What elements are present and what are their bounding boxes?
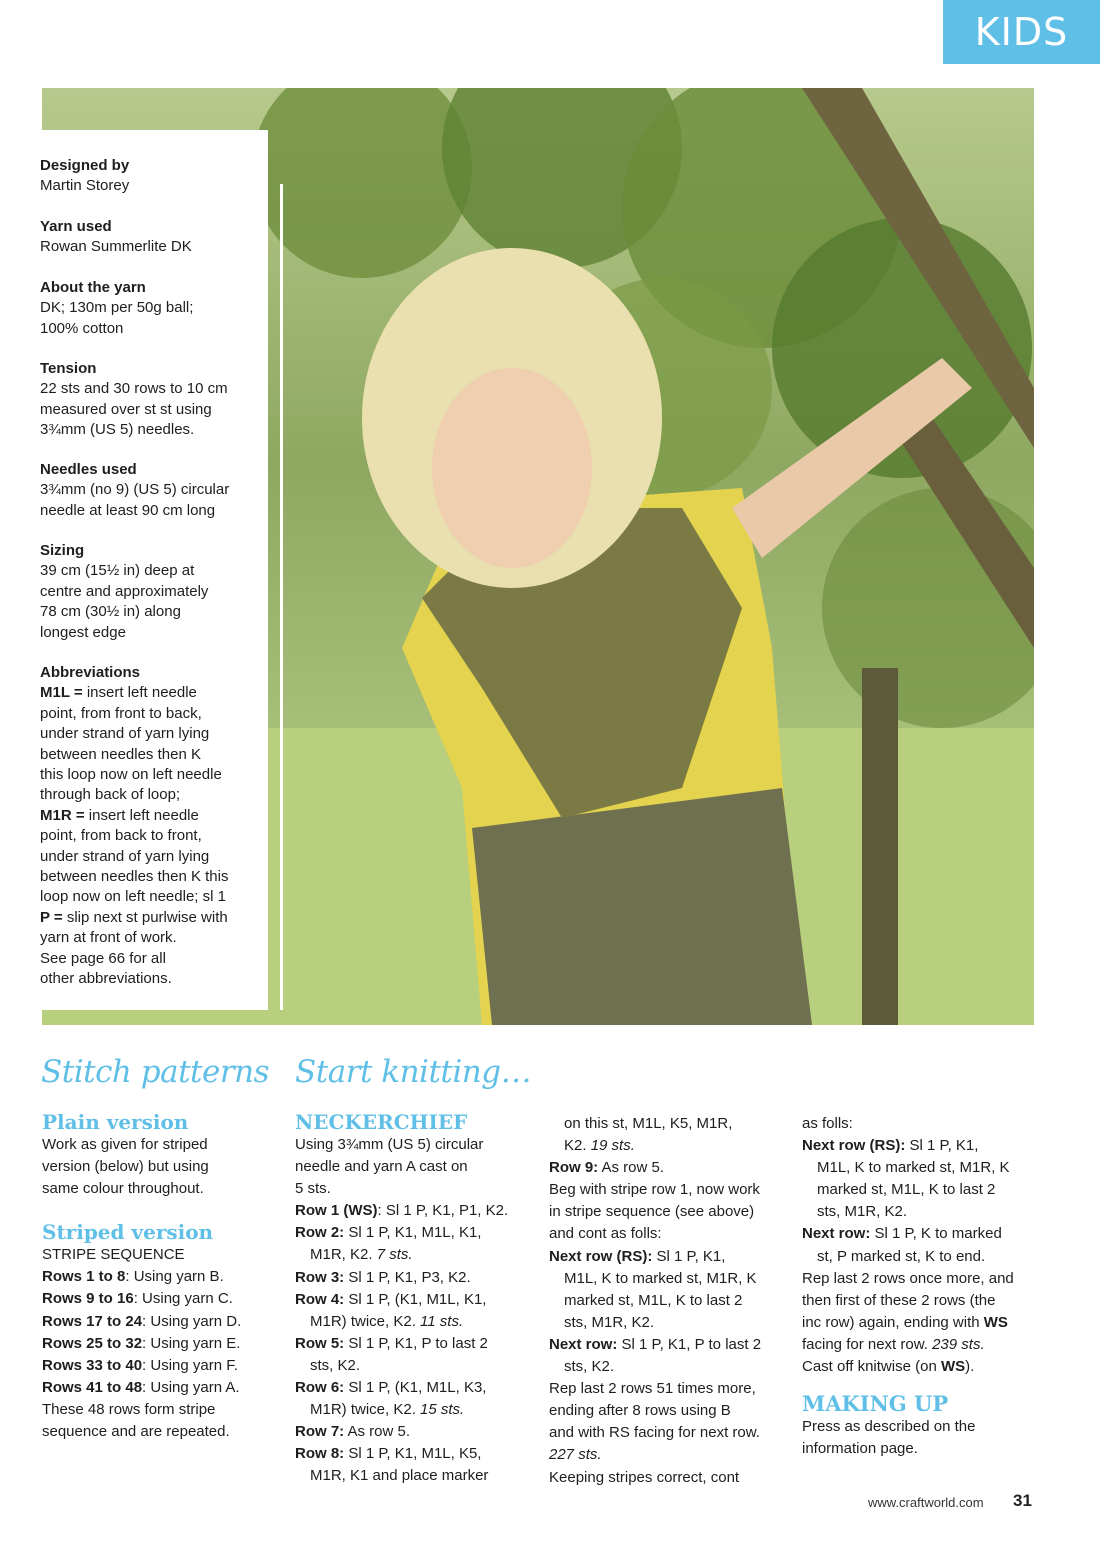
row-range: Rows 9 to 16 [42, 1290, 134, 1308]
info-text: 3¾mm (US 5) needles. [40, 421, 195, 439]
info-heading: Sizing [40, 542, 85, 559]
pattern-row [295, 1289, 545, 1311]
pattern-row-cont: on this st, M1L, K5, M1R, [564, 1115, 733, 1132]
body-text: Work as given for striped [42, 1136, 208, 1153]
info-text: 78 cm (30½ in) along [40, 603, 181, 621]
row-text: K2. [564, 1137, 591, 1155]
pattern-row [295, 1200, 545, 1222]
pattern-row [295, 1333, 545, 1355]
row-text: Sl 1 P, K1, [652, 1247, 726, 1265]
abbr-text: between needles then K [40, 745, 201, 763]
footer-url: www.craftworld.com [868, 1495, 984, 1510]
info-heading: About the yarn [40, 279, 146, 296]
pattern-row [295, 1443, 545, 1465]
stripe-row [42, 1311, 282, 1333]
body-text-part: ). [965, 1358, 975, 1376]
row-range: Rows 25 to 32 [42, 1334, 143, 1352]
stitch-patterns-title: Stitch patterns [41, 1054, 270, 1090]
ws-term: WS [940, 1358, 966, 1376]
ws-term: WS [983, 1313, 1008, 1331]
info-text: 22 sts and 30 rows to 10 cm [40, 380, 228, 398]
info-text: needle at least 90 cm long [40, 501, 216, 519]
knitting-column-2 [549, 1113, 799, 1489]
abbr-text: this loop now on left needle [40, 766, 222, 784]
section-tab: KIDS [943, 0, 1100, 64]
info-text: DK; 130m per 50g ball; [40, 299, 194, 317]
abbr-text: insert left needle [84, 806, 199, 824]
row-text: Sl 1 P, K1, M1L, K1, [344, 1224, 482, 1242]
body-text: Beg with stripe row 1, now work [549, 1181, 760, 1199]
pattern-row [549, 1246, 799, 1268]
row-text: Sl 1 P, (K1, M1L, K3, [344, 1379, 487, 1397]
body-text: Rep last 2 rows once more, and [802, 1269, 1014, 1287]
abbr-text: loop now on left needle; sl 1 [40, 888, 226, 906]
row-label: Next row: [549, 1335, 618, 1353]
row-text: Sl 1 P, (K1, M1L, K1, [344, 1290, 487, 1308]
stitch-count: 7 sts. [376, 1246, 413, 1264]
info-heading: Yarn used [40, 218, 112, 235]
row-text: Sl 1 P, K1, P3, K2. [344, 1268, 471, 1286]
abbr-text: point, from front to back, [40, 704, 202, 722]
stripe-sequence-label: STRIPE SEQUENCE [42, 1246, 185, 1264]
start-knitting-title: Start knitting… [295, 1054, 532, 1090]
abbr-text: between needles then K this [40, 868, 229, 886]
row-text: : Using yarn F. [142, 1356, 238, 1374]
row-text: : Using yarn B. [125, 1268, 224, 1286]
row-label: Row 3: [295, 1268, 345, 1286]
pattern-row [549, 1157, 799, 1179]
body-text: as folls: [802, 1115, 853, 1132]
row-text: Sl 1 P, K1, P to last 2 [617, 1335, 762, 1353]
abbr-text: yarn at front of work. [40, 929, 177, 947]
abbr-text: under strand of yarn lying [40, 725, 210, 743]
abbr-m1l [40, 683, 264, 703]
row-text: : Using yarn C. [133, 1290, 233, 1308]
body-text: information page. [802, 1440, 918, 1458]
abbr-slp [40, 908, 264, 928]
row-text: Sl 1 P, K to marked [870, 1225, 1002, 1243]
body-text: in stripe sequence (see above) [549, 1203, 755, 1221]
pattern-row-cont: sts, K2. [310, 1356, 361, 1374]
row-label: Row 2: [295, 1224, 345, 1242]
info-yarn [40, 217, 264, 258]
info-text: longest edge [40, 623, 126, 641]
row-text: : Sl 1 P, K1, P1, K2. [377, 1202, 509, 1220]
info-text: 3¾mm (no 9) (US 5) circular [40, 481, 230, 499]
pattern-row-cont: M1L, K to marked st, M1R, K [564, 1269, 757, 1287]
pattern-row-cont: marked st, M1L, K to last 2 [817, 1181, 996, 1199]
body-text: version (below) but using [42, 1158, 209, 1176]
body-text [802, 1356, 1062, 1378]
body-text: Press as described on the [802, 1418, 976, 1436]
plain-version-heading: Plain version [42, 1110, 189, 1134]
stitch-count: 227 sts. [549, 1446, 602, 1464]
stripe-row [42, 1288, 282, 1310]
body-text: ending after 8 rows using B [549, 1402, 731, 1420]
stripe-row [42, 1355, 282, 1377]
abbr-term: P = [40, 908, 63, 926]
info-text: centre and approximately [40, 582, 209, 600]
row-range: Rows 41 to 48 [42, 1378, 143, 1396]
info-text: 100% cotton [40, 319, 124, 337]
row-text: : Using yarn A. [142, 1378, 240, 1396]
pattern-row-cont: sts, K2. [564, 1358, 615, 1376]
row-text: Sl 1 P, K1, [905, 1137, 979, 1155]
row-label: Row 1 (WS) [295, 1202, 378, 1220]
row-label: Next row (RS): [549, 1247, 653, 1265]
row-text: M1R) twice, K2. [310, 1312, 421, 1330]
body-text: Rep last 2 rows 51 times more, [549, 1380, 756, 1398]
stitch-count: 15 sts. [420, 1401, 465, 1419]
pattern-row-cont: M1R, K1 and place marker [310, 1467, 489, 1485]
info-heading: Needles used [40, 461, 137, 478]
body-text [802, 1334, 1062, 1356]
info-designer [40, 156, 264, 197]
stitch-count: 239 sts. [932, 1335, 985, 1353]
pattern-row-cont: st, P marked st, K to end. [817, 1247, 986, 1265]
neckerchief-heading: NECKERCHIEF [295, 1110, 468, 1134]
row-text: As row 5. [344, 1423, 411, 1441]
row-text: Sl 1 P, K1, P to last 2 [344, 1334, 488, 1352]
row-range: Rows 1 to 8 [42, 1268, 126, 1286]
body-text: and cont as folls: [549, 1225, 662, 1243]
info-abbreviations [40, 663, 264, 990]
stitch-count: 19 sts. [590, 1137, 635, 1155]
body-text: Keeping stripes correct, cont [549, 1468, 740, 1486]
row-range: Rows 17 to 24 [42, 1312, 143, 1330]
pattern-row-cont: M1L, K to marked st, M1R, K [817, 1159, 1010, 1177]
info-sizing [40, 541, 264, 643]
body-text: 5 sts. [295, 1180, 331, 1198]
abbr-text: under strand of yarn lying [40, 847, 210, 865]
stripe-row [42, 1266, 282, 1288]
pattern-row-cont [295, 1311, 545, 1333]
row-label: Row 4: [295, 1290, 345, 1308]
body-text-part: inc row) again, ending with [802, 1313, 984, 1331]
body-text: and with RS facing for next row. [549, 1424, 760, 1442]
info-heading: Abbreviations [40, 664, 141, 681]
knitting-column-1 [295, 1110, 545, 1488]
info-text: measured over st st using [40, 400, 212, 418]
abbr-term: M1R = [40, 806, 85, 824]
pattern-row-cont [549, 1135, 799, 1157]
stripe-row [42, 1333, 282, 1355]
stripe-row [42, 1377, 282, 1399]
row-label: Row 8: [295, 1445, 345, 1463]
pattern-row-cont: marked st, M1L, K to last 2 [564, 1291, 743, 1309]
abbr-text: slip next st purlwise with [62, 908, 228, 926]
info-tension [40, 359, 264, 441]
body-text: sequence and are repeated. [42, 1423, 230, 1441]
info-text: Martin Storey [40, 177, 130, 195]
making-up-heading: MAKING UP [802, 1391, 949, 1417]
pattern-row-cont: sts, M1R, K2. [564, 1313, 655, 1331]
row-text: As row 5. [598, 1159, 665, 1177]
row-label: Next row (RS): [802, 1137, 906, 1155]
body-text: then first of these 2 rows (the [802, 1291, 996, 1309]
body-text: same colour throughout. [42, 1180, 204, 1198]
row-label: Row 6: [295, 1379, 345, 1397]
abbr-term: M1L = [40, 684, 83, 702]
info-text: Rowan Summerlite DK [40, 238, 192, 256]
abbr-text: point, from back to front, [40, 827, 202, 845]
info-needles [40, 460, 264, 521]
pattern-row [549, 1334, 799, 1356]
row-text: M1R, K2. [310, 1246, 377, 1264]
abbr-text: insert left needle [82, 684, 197, 702]
row-text: Sl 1 P, K1, M1L, K5, [344, 1445, 482, 1463]
row-label: Next row: [802, 1225, 871, 1243]
pattern-row-cont [295, 1244, 545, 1266]
stitch-patterns-column [42, 1110, 282, 1443]
pattern-row [295, 1377, 545, 1399]
abbr-m1r [40, 806, 264, 826]
pattern-row [295, 1267, 545, 1289]
stitch-count: 11 sts. [420, 1312, 464, 1330]
abbr-text: See page 66 for all [40, 949, 166, 967]
body-text: needle and yarn A cast on [295, 1158, 468, 1176]
info-heading: Designed by [40, 157, 130, 174]
pattern-row-cont [295, 1399, 545, 1421]
row-label: Row 5: [295, 1334, 345, 1352]
row-label: Row 7: [295, 1423, 345, 1441]
abbr-text: through back of loop; [40, 786, 181, 804]
body-text: Using 3¾mm (US 5) circular [295, 1136, 484, 1153]
info-text: 39 cm (15½ in) deep at [40, 562, 195, 580]
body-text-part: facing for next row. [802, 1335, 933, 1353]
panel-divider [280, 184, 283, 1010]
page-number: 31 [1013, 1491, 1032, 1510]
row-label: Row 9: [549, 1159, 599, 1177]
info-heading: Tension [40, 360, 97, 377]
row-text: M1R) twice, K2. [310, 1401, 421, 1419]
striped-version-heading: Striped version [42, 1220, 214, 1245]
row-text: : Using yarn D. [142, 1312, 242, 1330]
knitting-column-3 [802, 1113, 1062, 1460]
pattern-row [295, 1421, 545, 1443]
pattern-row [802, 1223, 1062, 1245]
body-text-part: Cast off knitwise (on [802, 1358, 941, 1376]
body-text [802, 1312, 1062, 1334]
body-text: These 48 rows form stripe [42, 1400, 216, 1418]
pattern-row-cont: sts, M1R, K2. [817, 1203, 908, 1221]
info-about-yarn [40, 278, 264, 339]
pattern-row [802, 1135, 1062, 1157]
row-text: : Using yarn E. [142, 1334, 241, 1352]
abbr-text: other abbreviations. [40, 970, 172, 988]
pattern-row [295, 1222, 545, 1244]
row-range: Rows 33 to 40 [42, 1356, 143, 1374]
